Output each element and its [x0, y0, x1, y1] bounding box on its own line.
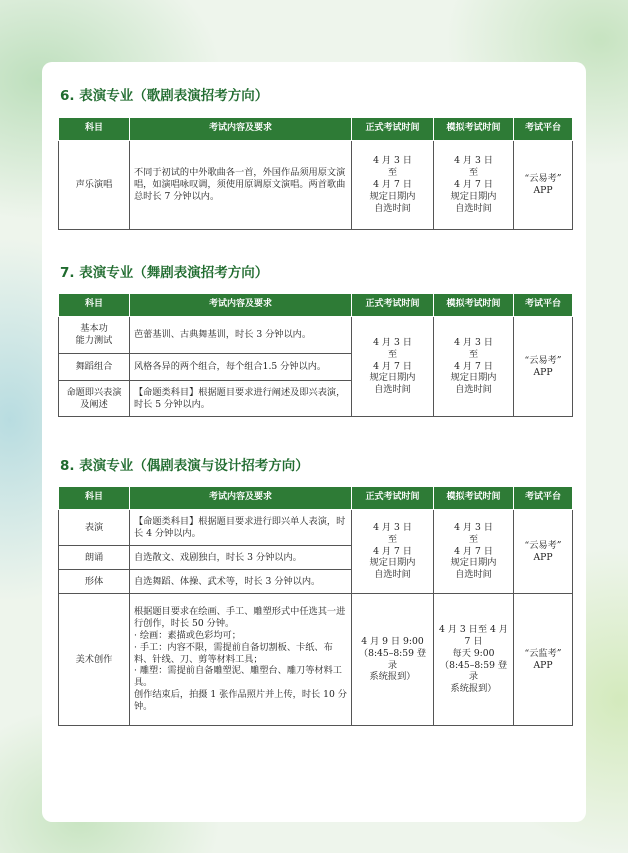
formal-time-line: 至 [387, 533, 398, 545]
header-mock-time: 模拟考试时间 [434, 294, 514, 317]
formal-time-line: 自选时间 [374, 384, 411, 396]
mock-time-cell [434, 594, 514, 726]
formal-time-line: 自选时间 [374, 569, 411, 581]
subject-cell [59, 317, 130, 354]
platform-cell [514, 317, 573, 417]
formal-time-cell [352, 594, 434, 726]
mock-time-line: 自选时间 [455, 202, 492, 214]
mock-time-line: （8:45–8:59 登录 [439, 659, 508, 683]
table-header-row [59, 487, 573, 510]
content-cell: 风格各异的两个组合，每个组合1.5 分钟以内。 [130, 354, 352, 381]
content-cell: 【命题类科目】根据题目要求进行即兴单人表演，时长 4 分钟以内。 [130, 510, 352, 546]
header-content: 考试内容及要求 [130, 294, 352, 317]
subject-cell [59, 381, 130, 417]
subject-line: 能力测试 [75, 335, 113, 346]
content-line: · 雕塑：需提前自备雕塑泥、雕塑台、雕刀等材料工具。 [134, 665, 342, 689]
mock-time-cell [434, 510, 514, 594]
formal-time-line: 至 [387, 348, 398, 360]
platform-line: “云易考” [524, 539, 562, 551]
content-cell: 自选舞蹈、体操、武术等，时长 3 分钟以内。 [130, 570, 352, 594]
subject-line: 及阐述 [80, 398, 108, 410]
platform-line: APP [533, 366, 553, 378]
formal-time-line: （8:45–8:59 登录 [358, 647, 427, 671]
content-line: · 手工：内容不限，需提前自备切割板、卡纸、布料、针线、刀、剪等材料工具； [134, 641, 333, 665]
table-header-row [59, 294, 573, 317]
mock-time-line: 7 日 [464, 635, 483, 647]
header-content: 考试内容及要求 [130, 118, 352, 141]
platform-line: “云易考” [524, 173, 562, 185]
platform-cell [514, 141, 573, 230]
header-subject: 科目 [59, 487, 130, 510]
formal-time-cell [352, 317, 434, 417]
header-subject: 科目 [59, 294, 130, 317]
platform-line: “云监考” [524, 647, 562, 659]
table-row [59, 141, 573, 230]
header-platform: 考试平台 [514, 294, 573, 317]
formal-time-line: 4 月 7 日 [373, 360, 412, 372]
formal-time-line: 4 月 3 日 [373, 155, 412, 167]
mock-time-line: 4 月 7 日 [454, 545, 493, 557]
mock-time-line: 自选时间 [455, 569, 492, 581]
section-7-table [58, 293, 573, 417]
header-formal-time: 正式考试时间 [352, 294, 434, 317]
mock-time-line: 4 月 3 日 [454, 336, 493, 348]
section-8-title: 8. 表演专业（偶剧表演与设计招考方向） [60, 458, 309, 474]
section-7-title: 7. 表演专业（舞剧表演招考方向） [60, 265, 269, 281]
mock-time-cell [434, 317, 514, 417]
content-cell [130, 594, 352, 726]
subject-cell: 舞蹈组合 [59, 354, 130, 381]
header-platform: 考试平台 [514, 118, 573, 141]
formal-time-cell [352, 510, 434, 594]
header-mock-time: 模拟考试时间 [434, 487, 514, 510]
subject-line: 命题即兴表演 [66, 386, 122, 398]
table-header-row [59, 118, 573, 141]
mock-time-line: 规定日期内 [450, 557, 497, 569]
mock-time-line: 系统报到） [450, 683, 497, 695]
content-line: · 绘画：素描或色彩均可； [134, 629, 241, 641]
mock-time-line: 至 [468, 348, 479, 360]
section-6-title: 6. 表演专业（歌剧表演招考方向） [60, 88, 269, 104]
subject-line: 基本功 [80, 323, 108, 335]
formal-time-cell [352, 141, 434, 230]
mock-time-line: 4 月 3 日至 4 月 [439, 623, 508, 635]
mock-time-line: 至 [468, 533, 479, 545]
mock-time-line: 规定日期内 [450, 190, 497, 202]
formal-time-line: 4 月 3 日 [373, 336, 412, 348]
formal-time-line: 4 月 7 日 [373, 545, 412, 557]
header-subject: 科目 [59, 118, 130, 141]
mock-time-line: 4 月 3 日 [454, 155, 493, 167]
header-formal-time: 正式考试时间 [352, 118, 434, 141]
platform-line: APP [533, 551, 553, 563]
formal-time-line: 系统报到） [369, 671, 416, 683]
formal-time-line: 规定日期内 [369, 372, 416, 384]
formal-time-line: 规定日期内 [369, 190, 416, 202]
header-formal-time: 正式考试时间 [352, 487, 434, 510]
subject-cell: 朗诵 [59, 546, 130, 570]
platform-line: APP [533, 659, 553, 671]
table-row [59, 317, 573, 354]
platform-line: “云易考” [524, 354, 562, 366]
mock-time-line: 4 月 7 日 [454, 179, 493, 191]
content-cell: 【命题类科目】根据题目要求进行阐述及即兴表演，时长 5 分钟以内。 [130, 381, 352, 417]
section-8-table [58, 486, 573, 726]
mock-time-cell [434, 141, 514, 230]
mock-time-line: 规定日期内 [450, 372, 497, 384]
mock-time-line: 4 月 7 日 [454, 360, 493, 372]
content-line: 创作结束后，拍摄 1 张作品照片并上传，时长 10 分钟。 [134, 689, 347, 713]
table-row [59, 510, 573, 546]
subject-cell: 表演 [59, 510, 130, 546]
header-mock-time: 模拟考试时间 [434, 118, 514, 141]
mock-time-line: 4 月 3 日 [454, 521, 493, 533]
content-cell: 芭蕾基训、古典舞基训，时长 3 分钟以内。 [130, 317, 352, 354]
formal-time-line: 至 [387, 167, 398, 179]
mock-time-line: 自选时间 [455, 384, 492, 396]
subject-cell: 美术创作 [59, 594, 130, 726]
formal-time-line: 4 月 9 日 9:00 [361, 635, 424, 647]
table-row [59, 594, 573, 726]
subject-cell: 声乐演唱 [59, 141, 130, 230]
mock-time-line: 至 [468, 167, 479, 179]
platform-cell [514, 594, 573, 726]
formal-time-line: 规定日期内 [369, 557, 416, 569]
content-line: 根据题目要求在绘画、手工、雕塑形式中任选其一进行创作，时长 50 分钟。 [134, 605, 346, 629]
platform-cell [514, 510, 573, 594]
mock-time-line: 每天 9:00 [452, 647, 495, 659]
content-cell: 自选散文、戏剧独白，时长 3 分钟以内。 [130, 546, 352, 570]
content-cell: 不同于初试的中外歌曲各一首，外国作品须用原文演唱，如演唱咏叹调，须使用原调原文演唱。两首歌曲总时长 7 分钟以内。 [130, 141, 352, 230]
formal-time-line: 4 月 3 日 [373, 521, 412, 533]
formal-time-line: 4 月 7 日 [373, 179, 412, 191]
subject-cell: 形体 [59, 570, 130, 594]
section-6-table [58, 117, 573, 230]
formal-time-line: 自选时间 [374, 202, 411, 214]
platform-line: APP [533, 185, 553, 196]
header-platform: 考试平台 [514, 487, 573, 510]
header-content: 考试内容及要求 [130, 487, 352, 510]
